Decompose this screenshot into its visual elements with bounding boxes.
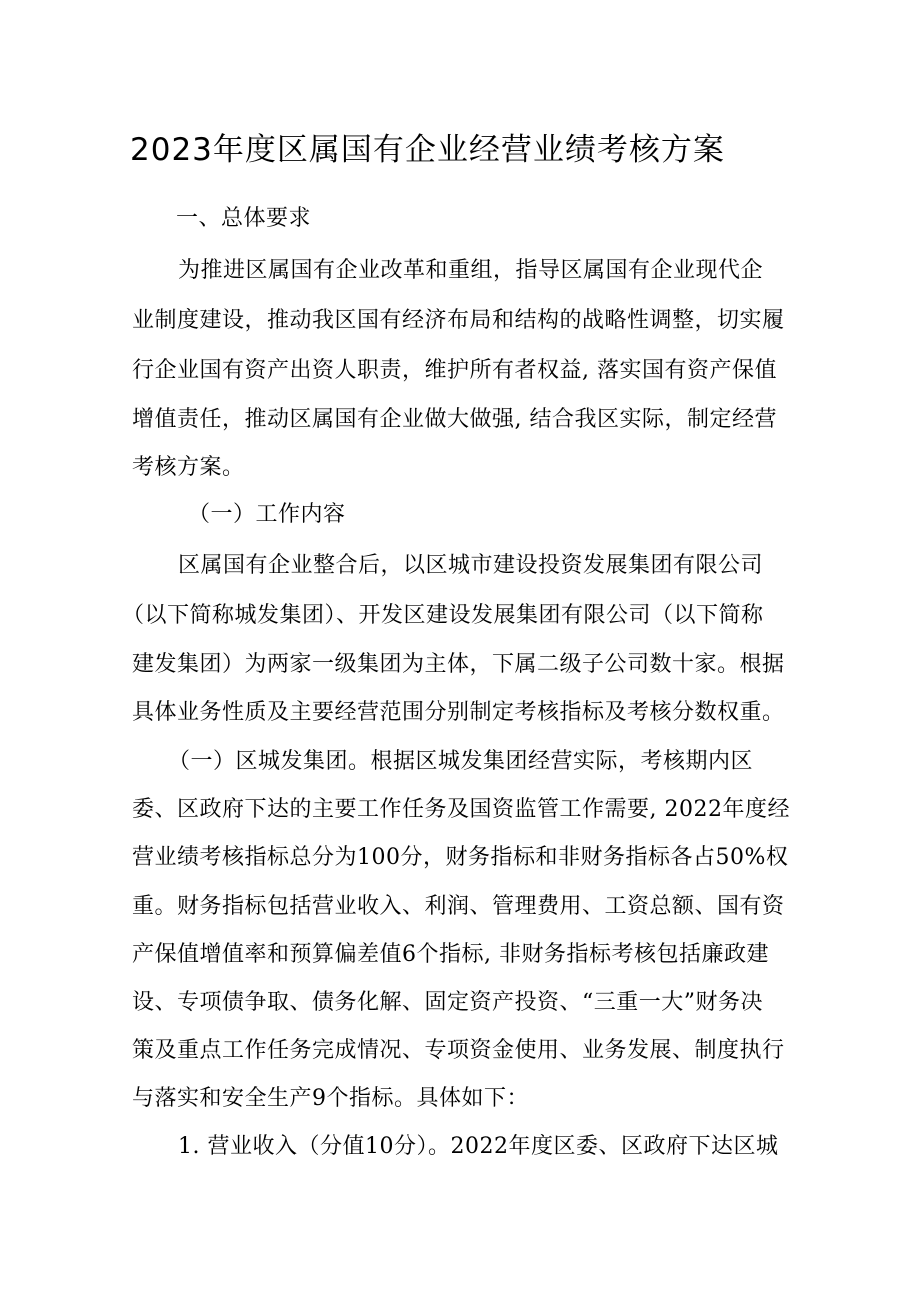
paragraph-line: 1. 营业收入（分值10分）。2022年度区委、区政府下达区城 [178,1134,779,1159]
paragraph-line: 建发集团）为两家一级集团为主体，下属二级子公司数十家。根据 [132,652,785,677]
paragraph-line: 具体业务性质及主要经营范围分别制定考核指标及考核分数权重。 [132,700,785,725]
document-title: 2023年度区属国有企业经营业绩考核方案 [130,131,725,168]
paragraph-line: 策及重点工作任务完成情况、专项资金使用、业务发展、制度执行 [132,1038,785,1063]
paragraph-line: 营业绩考核指标总分为100分，财务指标和非财务指标各占50%权 [132,845,789,870]
paragraph-line: 设、专项债争取、债务化解、固定资产投资、“三重一大”财务决 [132,990,763,1015]
paragraph-line: 区属国有企业整合后，以区城市建设投资发展集团有限公司 [178,553,764,578]
subsection-heading-work-content: （一）工作内容 [188,502,346,527]
paragraph-line: 为推进区属国有企业改革和重组，指导区属国有企业现代企 [178,258,764,283]
paragraph-line: 业制度建设，推动我区国有经济布局和结构的战略性调整，切实履 [132,308,785,333]
paragraph-line: 考核方案。 [132,455,245,480]
paragraph-line: 与落实和安全生产9个指标。具体如下： [132,1086,529,1111]
paragraph-line: （一）区城发集团。根据区城发集团经营实际，考核期内区 [168,749,754,774]
paragraph-line: （以下简称城发集团）、开发区建设发展集团有限公司（以下简称 [122,603,764,628]
paragraph-line: 委、区政府下达的主要工作任务及国资监管工作需要, 2022年度经 [132,797,790,822]
paragraph-line: 增值责任，推动区属国有企业做大做强, 结合我区实际，制定经营 [132,407,777,432]
paragraph-line: 产保值增值率和预算偏差值6个指标, 非财务指标考核包括廉政建 [132,942,769,967]
paragraph-line: 行企业国有资产出资人职责，维护所有者权益, 落实国有资产保值 [132,358,777,383]
paragraph-line: 重。财务指标包括营业收入、利润、管理费用、工资总额、国有资 [132,894,785,919]
section-heading-general-requirements: 一、总体要求 [176,206,312,231]
